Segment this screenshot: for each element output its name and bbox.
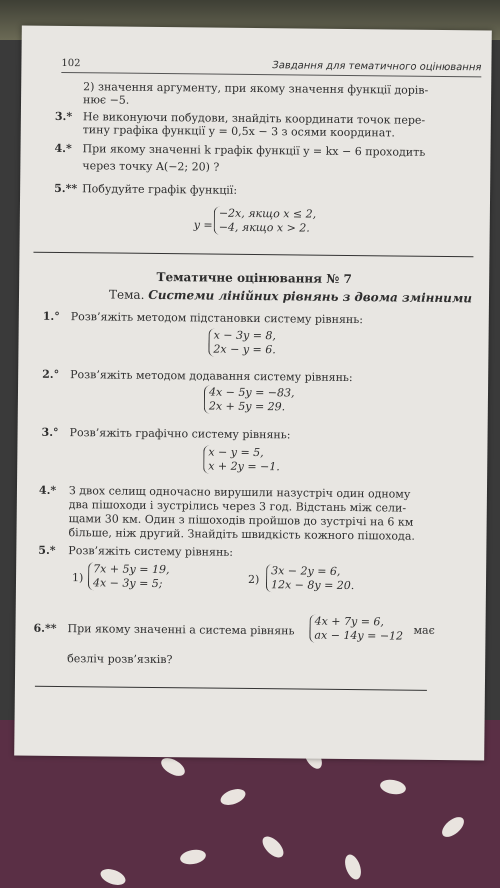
prev-item-2: 2) значення аргументу, при якому значення функції дорів-: [83, 80, 429, 97]
task6-eq2: ax − 14y = −12: [314, 628, 404, 643]
prev-q3-number: 3.*: [54, 109, 73, 124]
task4-line2: два пішоходи і зустрілись через 3 год. Відстань між сели-: [68, 498, 407, 515]
task2-text: Розв’яжіть методом додавання систему рівнянь:: [70, 368, 353, 385]
task5-part1-label: 1): [71, 571, 84, 585]
task5-part1-eq1: 7x + 5y = 19,: [93, 562, 170, 577]
task3-eq2: x + 2y = −1.: [208, 459, 280, 474]
running-title: Завдання для тематичного оцінювання: [272, 60, 482, 74]
bottom-rule: [35, 686, 427, 691]
task3-system: [203, 445, 280, 474]
task6-system: [309, 615, 403, 644]
task4-line3: щами 30 км. Один з пішоходів пройшов до зустрічі на 6 км: [68, 512, 414, 529]
theme-label: Тема.: [108, 287, 145, 302]
header-rule: [61, 72, 481, 77]
prev-q4-number: 4.*: [54, 141, 72, 156]
task5-part2-system: [266, 564, 355, 593]
section-divider: [33, 252, 473, 258]
page-number: 102: [61, 57, 81, 70]
prev-q5-text: Побудуйте графік функції:: [82, 182, 238, 197]
task3-text: Розв’яжіть графічно систему рівнянь:: [69, 426, 291, 442]
task4-line1: З двох селищ одночасно вирушили назустріч один одному: [68, 484, 411, 501]
prev-q5-system: [214, 207, 317, 236]
task2-system: [204, 385, 295, 414]
task6-number: 6.**: [33, 621, 57, 635]
task1-number: 1.°: [42, 309, 60, 323]
task1-eq1: x − 3y = 8,: [213, 328, 277, 343]
prev-q4-line2: через точку A(−2; 20) ?: [82, 159, 220, 174]
task6-maie: має: [413, 623, 435, 637]
page-header: [61, 57, 482, 74]
prev-q3-line1: Не виконуючи побудови, знайдіть координати точок пере-: [82, 110, 426, 127]
task5-part2-eq2: 12x − 8y = 20.: [270, 578, 355, 593]
task5-part1-system: [88, 562, 170, 591]
prev-q5-line2: −4, якщо x > 2.: [218, 220, 310, 235]
task6-line2: безліч розв’язків?: [67, 652, 173, 667]
prev-q4-line1: При якому значенні k графік функції y = kx − 6 проходить: [82, 142, 426, 159]
task2-number: 2.°: [42, 367, 60, 381]
task6-line1: При якому значенні a система рівнянь: [67, 622, 295, 638]
task4-line4: більше, ніж другий. Знайдіть швидкість кожного пішохода.: [68, 526, 415, 543]
prev-q3-line2: тину графіка функції y = 0,5x − 3 з осями координат.: [82, 123, 396, 140]
task6-eq1: 4x + 7y = 6,: [314, 614, 385, 629]
prev-q5-y: y =: [193, 218, 213, 232]
task4-number: 4.*: [38, 483, 57, 497]
task1-text: Розв’яжіть методом підстановки систему рівнянь:: [70, 310, 364, 327]
task3-eq1: x − y = 5,: [208, 445, 264, 460]
book-page: [14, 26, 492, 761]
task5-part1-eq2: 4x − 3y = 5;: [92, 576, 163, 591]
task2-eq1: 4x − 5y = −83,: [208, 385, 295, 400]
task1-system: [208, 329, 276, 358]
task3-number: 3.°: [41, 425, 59, 439]
prev-item-2-cont: нює −5.: [82, 93, 130, 107]
prev-q5-number: 5.**: [54, 181, 78, 196]
section-title: Тематичне оцінювання № 7: [156, 269, 352, 287]
task1-eq2: 2x − y = 6.: [213, 342, 276, 357]
theme-line: [109, 288, 472, 305]
prev-q5-line1: −2x, якщо x ≤ 2,: [218, 206, 317, 221]
task5-number: 5.*: [38, 543, 56, 557]
task5-text: Розв’яжіть систему рівнянь:: [68, 544, 234, 559]
task5-part2-label: 2): [247, 572, 260, 587]
task2-eq2: 2x + 5y = 29.: [208, 399, 286, 414]
task5-part2-eq1: 3x − 2y = 6,: [271, 564, 341, 578]
theme-text: Системи лінійних рівнянь з двома змінними: [148, 287, 473, 306]
